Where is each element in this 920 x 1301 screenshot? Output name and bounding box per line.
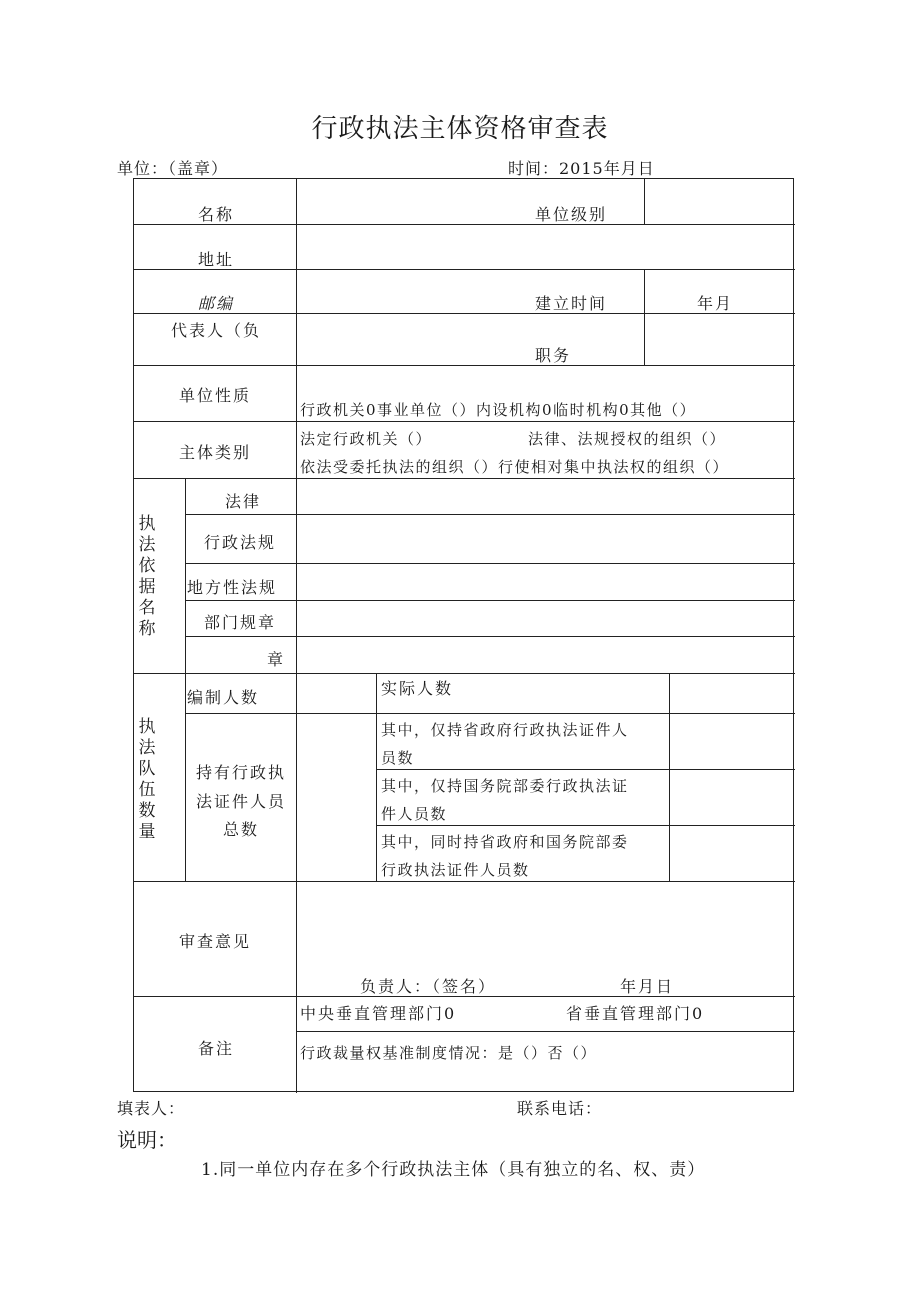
review-date: 年月日 <box>620 977 675 996</box>
row-divider <box>185 514 795 515</box>
basis-rule: 章 <box>267 650 286 669</box>
basis-admin-regulation: 行政法规 <box>204 533 277 552</box>
address-label: 地址 <box>198 250 235 269</box>
unit-seal-label: 单位：（盖章） <box>117 159 229 178</box>
row-divider <box>134 365 795 366</box>
row-divider <box>296 1031 795 1032</box>
unit-level-label: 单位级别 <box>535 205 608 224</box>
cert-row2-line1: 其中，仅持国务院部委行政执法证 <box>381 777 629 795</box>
basis-dept-rule: 部门规章 <box>204 613 277 632</box>
subject-type-entrusted-org: 依法受委托执法的组织（）行使相对集中执法权的组织（） <box>300 458 730 476</box>
row-divider <box>185 713 795 714</box>
row-divider <box>376 825 795 826</box>
col-divider <box>644 179 645 224</box>
cert-row3-line1: 其中，同时持省政府和国务院部委 <box>381 833 629 851</box>
basis-law: 法律 <box>225 492 262 511</box>
postcode-label: 邮编 <box>198 294 235 313</box>
subject-type-label: 主体类别 <box>179 443 252 462</box>
established-value: 年月 <box>697 294 734 313</box>
actual-staff-label: 实际人数 <box>381 679 454 698</box>
cert-row1-line2: 员数 <box>381 749 415 767</box>
row-divider <box>134 881 795 882</box>
remark-central-dept: 中央垂直管理部门0 <box>300 1004 457 1023</box>
review-label: 审查意见 <box>179 932 252 951</box>
review-signature: 负责人：（签名） <box>360 977 497 996</box>
col-divider <box>376 673 377 881</box>
cert-row1-line1: 其中，仅持省政府行政执法证件人 <box>381 721 629 739</box>
team-group-label: 执法队伍数量 <box>138 717 156 842</box>
row-divider <box>185 600 795 601</box>
nature-options: 行政机关0事业单位（）内设机构0临时机构0其他（） <box>300 401 697 419</box>
representative-label: 代表人（负 <box>171 321 262 340</box>
col-divider <box>669 673 670 881</box>
basis-group-label: 执法依据名称 <box>138 514 156 639</box>
subject-type-legal-organ: 法定行政机关（） <box>300 430 433 448</box>
row-divider <box>185 563 795 564</box>
form-title: 行政执法主体资格审查表 <box>311 114 609 144</box>
row-divider <box>134 673 795 674</box>
cert-row2-line2: 件人员数 <box>381 805 448 823</box>
name-label: 名称 <box>198 205 235 224</box>
cert-row3-line2: 行政执法证件人员数 <box>381 861 530 879</box>
col-divider <box>296 179 297 1093</box>
certified-total-line1: 持有行政执 <box>195 763 286 782</box>
row-divider <box>134 478 795 479</box>
certified-total-line3: 总数 <box>222 820 259 839</box>
established-label: 建立时间 <box>535 294 608 313</box>
nature-label: 单位性质 <box>179 386 252 405</box>
position-label: 职务 <box>535 346 572 365</box>
row-divider <box>376 769 795 770</box>
notes-title: 说明： <box>117 1128 177 1152</box>
certified-total-line2: 法证件人员 <box>195 792 286 811</box>
staff-quota-label: 编制人数 <box>187 688 260 707</box>
row-divider <box>134 421 795 422</box>
basis-local-regulation: 地方性法规 <box>187 578 278 597</box>
subject-type-authorized-org: 法律、法规授权的组织（） <box>528 430 727 448</box>
note-item: 1.同一单位内存在多个行政执法主体（具有独立的名、权、责） <box>201 1160 706 1180</box>
review-table <box>133 178 794 1092</box>
col-divider <box>644 269 645 365</box>
col-divider <box>185 478 186 881</box>
row-divider <box>185 636 795 637</box>
remark-discretion: 行政裁量权基准制度情况：是（）否（） <box>300 1044 598 1062</box>
remark-province-dept: 省垂直管理部门0 <box>566 1004 705 1023</box>
time-label: 时间：2015年月日 <box>508 159 655 178</box>
filler-label: 填表人： <box>117 1099 186 1118</box>
remark-label: 备注 <box>198 1039 235 1058</box>
phone-label: 联系电话： <box>517 1099 603 1118</box>
